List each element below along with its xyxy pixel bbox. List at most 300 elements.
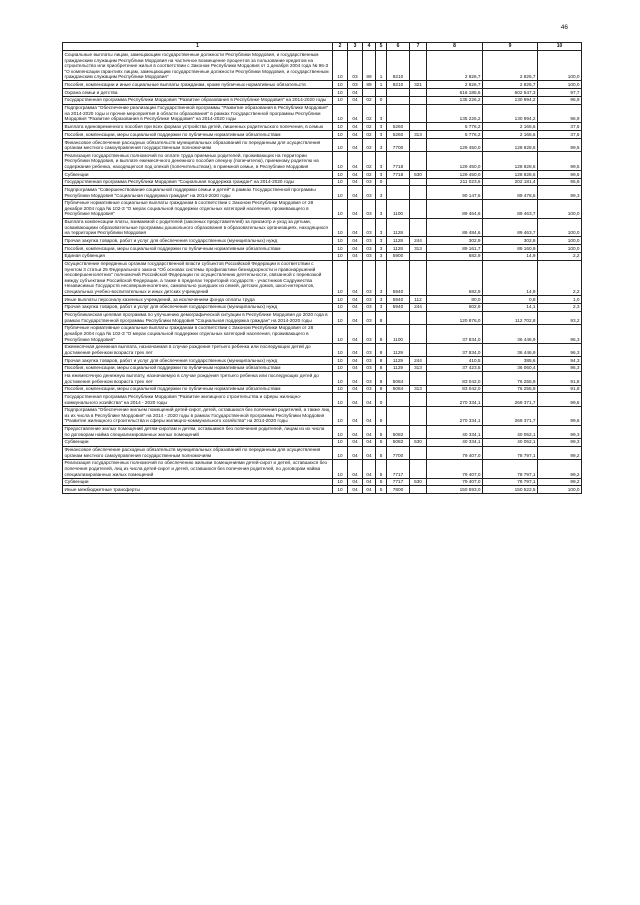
code-cell: 04 [348,311,363,324]
amount-cell: 602 547,3 [483,89,538,97]
row-description: Государственная программа Республики Мордовия "Развитие образования в Республике Мордовия" на 2014-2020 годы [63,96,333,104]
table-row [63,385,582,393]
code-cell: 5940 [387,296,410,304]
code-cell: 3 [376,123,387,131]
code-cell: 3 [376,104,387,123]
amount-cell: 100,0 [538,199,582,218]
table-row [63,446,582,459]
code-cell: 10 [333,218,348,237]
code-cell: 04 [348,96,363,104]
code-cell: 04 [348,324,363,343]
amount-cell: 99,2 [538,446,582,459]
code-cell [410,104,427,123]
code-cell: 8 [376,324,387,343]
code-cell [410,51,427,81]
amount-cell: 99,3 [538,425,582,438]
amount-cell: 99,3 [538,438,582,446]
amount-cell: 96,3 [538,324,582,343]
amount-cell: 682,9 [427,252,483,260]
code-cell: 10 [333,356,348,364]
column-header: 2 [333,43,348,51]
code-cell: 313 [410,385,427,393]
code-cell: 03 [363,178,376,186]
amount-cell: 89 484,6 [427,218,483,237]
code-cell: 04 [348,245,363,253]
code-cell: 10 [333,385,348,393]
code-cell: 313 [410,131,427,139]
amount-cell: 99,5 [538,138,582,151]
table-row [63,218,582,237]
amount-cell: 385,6 [483,356,538,364]
amount-cell: 79 407,0 [427,446,483,459]
row-description: Пособия, компенсации и иные социальные выплаты гражданам, кроме публичных нормативных обязательств [63,81,333,89]
row-description: Прочая закупка товаров, работ и услуг для обеспечения государственных (муниципальных) нужд [63,356,333,364]
code-cell: 8 [376,356,387,364]
code-cell: 3 [376,186,387,199]
code-cell: 04 [348,171,363,179]
code-cell: 10 [333,138,348,151]
table-row [63,459,582,478]
code-cell: 04 [348,356,363,364]
row-description: Субвенции [63,438,333,446]
amount-cell: 129 450,0 [427,171,483,179]
code-cell: 10 [333,311,348,324]
code-cell: 02 [363,104,376,123]
code-cell: 04 [363,486,376,494]
table-row [63,311,582,324]
amount-cell: 91,8 [538,372,582,385]
code-cell: 1128 [387,237,410,245]
code-cell: 10 [333,186,348,199]
table-row [63,237,582,245]
code-cell: 04 [348,199,363,218]
amount-cell: 14,1 [483,303,538,311]
table-row [63,260,582,295]
code-cell: 7800 [387,486,410,494]
amount-cell: 5 776,2 [427,123,483,131]
amount-cell: 616 185,6 [427,89,483,97]
code-cell: 04 [348,425,363,438]
amount-cell: 37,5 [538,131,582,139]
amount-cell: 1,0 [538,296,582,304]
table-row [63,171,582,179]
code-cell [410,459,427,478]
code-cell [376,89,387,97]
row-description: Публичные нормативные социальные выплаты гражданам в соответствии с Законом Республики Мордовия от 28 декабря 2004 года № 102-З "О мерах социальной поддержки отдельных категорий населения, проживающего в Республике Мордовия" [63,324,333,343]
code-cell [410,372,427,385]
code-cell: 02 [363,152,376,171]
row-description: Субвенции [63,171,333,179]
table-row [63,178,582,186]
row-description: Прочая закупка товаров, работ и услуг для обеспечения государственных (муниципальных) нужд [63,303,333,311]
amount-cell: 36 446,9 [483,343,538,356]
code-cell: 313 [410,245,427,253]
code-cell: 1 [376,51,387,81]
code-cell: 7718 [387,152,410,171]
code-cell: 10 [333,260,348,295]
table-row [63,343,582,356]
code-cell [410,199,427,218]
code-cell: 1128 [387,218,410,237]
amount-cell: 14,9 [483,252,538,260]
code-cell: 5 [376,438,387,446]
code-cell: 04 [348,237,363,245]
row-description: Республиканская целевая программа по улучшению демографической ситуации в Республике Мордовия до 2020 года в рамках Государственной программы Республики Мордовия "Социальная поддержка граждан" на 2014-2020 годы [63,311,333,324]
amount-cell: 682,9 [427,260,483,295]
code-cell: 02 [363,171,376,179]
code-cell: 04 [363,459,376,478]
amount-cell: 100,0 [538,486,582,494]
code-cell: 10 [333,123,348,131]
code-cell: 3 [376,303,387,311]
code-cell: 04 [348,123,363,131]
table-row [63,324,582,343]
code-cell: 1129 [387,356,410,364]
amount-cell: 150 593,0 [427,486,483,494]
code-cell: 03 [363,372,376,385]
code-cell: 8 [376,372,387,385]
code-cell [410,486,427,494]
code-cell: 10 [333,131,348,139]
code-cell [387,96,410,104]
code-cell: 10 [333,486,348,494]
code-cell: 5082 [387,425,410,438]
code-cell [363,89,376,97]
amount-cell: 40 052,1 [483,425,538,438]
code-cell: 03 [363,199,376,218]
code-cell: 10 [333,406,348,425]
code-cell [410,393,427,406]
code-cell: 1128 [387,245,410,253]
row-description: Подпрограмма "Обеспечение жильем помещений детей-сирот, детей, оставшихся без попечения родителей, а также лиц из их числа в Республике Мордовия" на 2014 - 2020 годы в рамках Государственной программы Республики Мордовия "Развитие жилищного строительства и сферы жилищно-коммунального хозяйства" на 2014-2020 годы [63,406,333,425]
column-header: 7 [410,43,427,51]
amount-cell: 302,9 [427,237,483,245]
code-cell [410,343,427,356]
code-cell: 02 [363,96,376,104]
code-cell [410,123,427,131]
code-cell: 10 [333,438,348,446]
code-cell: 3 [376,237,387,245]
amount-cell: 2,2 [538,252,582,260]
code-cell [410,89,427,97]
code-cell: 3 [376,260,387,295]
amount-cell: 37 834,0 [427,324,483,343]
amount-cell: 128 828,6 [483,138,538,151]
code-cell: 3 [376,138,387,151]
amount-cell: 95,8 [538,178,582,186]
column-header: 3 [348,43,363,51]
amount-cell: 79 407,0 [427,459,483,478]
code-cell: 5084 [387,372,410,385]
code-cell [387,178,410,186]
code-cell: 5260 [387,123,410,131]
table-row [63,486,582,494]
code-cell: 04 [348,303,363,311]
table-row [63,96,582,104]
code-cell [387,186,410,199]
code-cell: 7700 [387,446,410,459]
code-cell: 5 [376,425,387,438]
code-cell [410,138,427,151]
code-cell: 10 [333,81,348,89]
code-cell: 02 [363,123,376,131]
amount-cell: 135 226,2 [427,104,483,123]
code-cell: 03 [363,186,376,199]
table-row [63,51,582,81]
code-cell: 04 [348,406,363,425]
code-cell [410,252,427,260]
code-cell: 0 [376,178,387,186]
code-cell: 10 [333,343,348,356]
column-header: 5 [376,43,387,51]
amount-cell: 89 161,7 [427,245,483,253]
column-header: 6 [387,43,410,51]
code-cell: 04 [348,343,363,356]
table-row [63,425,582,438]
row-description: Прочая закупка товаров, работ и услуг для обеспечения государственных (муниципальных) нужд [63,237,333,245]
code-cell: 03 [363,311,376,324]
amount-cell: 83 042,0 [427,372,483,385]
amount-cell: 76 255,9 [483,385,538,393]
code-cell: 8210 [387,81,410,89]
code-cell: 1129 [387,364,410,372]
code-cell: 244 [410,303,427,311]
row-description: Пособия, компенсации, меры социальной поддержки по публичным нормативным обязательствам [63,364,333,372]
row-description: Единая субвенция [63,252,333,260]
amount-cell: 211 023,6 [427,178,483,186]
code-cell: 03 [363,245,376,253]
code-cell [387,89,410,97]
row-description: Предоставление жилых помещений детям-сиротам и детям, оставшимся без попечения родителей, лицам из их числа по договорам найма специализированных жилых помещений [63,425,333,438]
row-description: Реализация государственных полномочий по оплате труда приемных родителей, проживающих на территории Республики Мордовия, и выплате ежемесячного денежного пособия опекуну (попечителю), приемному родителю на содержание ребенка, находящегося под опекой (попечительством), в приемной семье, в Республике Мордовия [63,152,333,171]
amount-cell: 112 702,8 [483,311,538,324]
code-cell: 03 [363,324,376,343]
code-cell [387,104,410,123]
code-cell [410,324,427,343]
code-cell: 244 [410,237,427,245]
code-cell: 04 [363,393,376,406]
code-cell: 3 [376,296,387,304]
amount-cell: 2 826,7 [483,51,538,81]
code-cell: 02 [363,138,376,151]
amount-cell: 37,5 [538,123,582,131]
code-cell: 5940 [387,260,410,295]
code-cell: 530 [410,171,427,179]
code-cell: 10 [333,459,348,478]
amount-cell: 129 450,0 [427,152,483,171]
amount-cell: 100,0 [538,218,582,237]
amount-cell: 5 776,2 [427,131,483,139]
amount-cell: 130 994,2 [483,104,538,123]
code-cell: 02 [363,131,376,139]
code-cell: 04 [348,446,363,459]
table-row [63,252,582,260]
amount-cell: 270 334,1 [427,393,483,406]
amount-cell: 100,0 [538,51,582,81]
column-header: 10 [538,43,582,51]
code-cell: 04 [348,186,363,199]
code-cell: 1100 [387,199,410,218]
amount-cell: 602,9 [427,303,483,311]
code-cell: 04 [348,138,363,151]
code-cell: 530 [410,438,427,446]
code-cell: 10 [333,296,348,304]
table-row [63,89,582,97]
code-cell [387,406,410,425]
code-cell: 10 [333,89,348,97]
row-description: Финансовое обеспечение расходных обязательств муниципальных образований по переданным для осуществления органам местного самоуправления государственным полномочиям [63,138,333,151]
code-cell: 10 [333,96,348,104]
code-cell: 5 [376,478,387,486]
amount-cell: 90 147,6 [427,186,483,199]
row-description: Иные межбюджетные трансферты [63,486,333,494]
code-cell: 10 [333,152,348,171]
amount-cell: 99,6 [538,406,582,425]
amount-cell: 37 423,5 [427,364,483,372]
code-cell: 04 [348,372,363,385]
amount-cell: 302,8 [483,237,538,245]
code-cell: 03 [363,356,376,364]
code-cell: 10 [333,303,348,311]
code-cell: 03 [363,303,376,311]
row-description: Выплата компенсации платы, взимаемой с родителей (законных представителей) за присмотр и уход за детьми, осваивающими образовательные программы дошкольного образования в образовательных организациях, находящихся на территории Республики Мордовия [63,218,333,237]
amount-cell: 202 181,4 [483,178,538,186]
code-cell: 89 [363,51,376,81]
amount-cell: 269 371,7 [483,406,538,425]
row-description: Субвенции [63,478,333,486]
code-cell: 04 [348,296,363,304]
amount-cell: 129 450,0 [427,138,483,151]
amount-cell: 36 446,9 [483,324,538,343]
code-cell: 5 [376,406,387,425]
code-cell: 8210 [387,51,410,81]
row-description: На ежемесячную денежную выплату, назначаемую в случае рождения третьего ребенка или последующих детей до достижения ребенком возраста трех лет [63,372,333,385]
amount-cell: 2 826,7 [483,81,538,89]
row-description: Финансовое обеспечение расходных обязательств муниципальных образований по переданным для осуществления органам местного самоуправления государственным полномочиям [63,446,333,459]
code-cell: 10 [333,237,348,245]
code-cell: 244 [410,356,427,364]
amount-cell: 99,6 [538,393,582,406]
column-header-row [63,43,582,51]
table-row [63,406,582,425]
row-description: Выплата единовременного пособия при всех формах устройства детей, лишенных родительского попечения, в семью [63,123,333,131]
code-cell: 03 [363,364,376,372]
amount-cell: 128 828,6 [483,152,538,171]
amount-cell: 40 052,1 [483,438,538,446]
code-cell: 3 [376,131,387,139]
code-cell: 3 [376,171,387,179]
row-description: Подпрограмма "Совершенствование социальной поддержки семьи и детей" в рамках Государственной программы Республики Мордовия "Социальная поддержка граждан" на 2014-2020 годы [63,186,333,199]
row-description: Пособия, компенсации, меры социальной поддержки по публичным нормативным обязательствам [63,245,333,253]
amount-cell: 40 334,1 [427,438,483,446]
row-description: Подпрограмма "Обеспечение реализации Государственной программы "Развитие образования в Республике Мордовия" на 2014-2020 годы и прочие мероприятия в области образования" в рамках Государственной программы Республики Мордовия "Развитие образования в Республике Мордовия" на 2014-2020 годы [63,104,333,123]
amount-cell: 2 826,7 [427,81,483,89]
code-cell: 03 [363,260,376,295]
amount-cell: 2,3 [538,303,582,311]
code-cell: 89 [363,81,376,89]
amount-cell: 89 160,9 [483,245,538,253]
code-cell: 5084 [387,385,410,393]
code-cell: 04 [363,438,376,446]
code-cell: 8 [376,343,387,356]
amount-cell: 100,0 [538,81,582,89]
amount-cell: 89 463,7 [483,199,538,218]
code-cell: 04 [348,478,363,486]
amount-cell: 2 165,6 [483,131,538,139]
code-cell [410,96,427,104]
amount-cell: 14,9 [483,260,538,295]
code-cell: 10 [333,364,348,372]
amount-cell: 78 797,1 [483,478,538,486]
amount-cell: 89 478,6 [483,186,538,199]
table-row [63,438,582,446]
amount-cell: 78 797,1 [483,459,538,478]
table-row [63,81,582,89]
row-description: Пособия, компенсации, меры социальной поддержки по публичным нормативным обязательствам [63,385,333,393]
table-row [63,104,582,123]
code-cell: 7718 [387,171,410,179]
code-cell [410,260,427,295]
code-cell: 03 [363,252,376,260]
amount-cell: 270 334,1 [427,406,483,425]
code-cell: 112 [410,296,427,304]
code-cell: 04 [348,252,363,260]
row-description: Иные выплаты персоналу казенных учреждений, за исключением фонда оплаты труда [63,296,333,304]
amount-cell: 89 463,7 [483,218,538,237]
code-cell: 04 [348,459,363,478]
code-cell: 04 [348,104,363,123]
row-description: Пособия, компенсации, меры социальной поддержки по публичным нормативным обязательствам [63,131,333,139]
code-cell: 10 [333,104,348,123]
amount-cell: 99,5 [538,152,582,171]
column-header: 9 [483,43,538,51]
code-cell: 530 [410,478,427,486]
table-row [63,303,582,311]
code-cell: 7717 [387,459,410,478]
amount-cell: 120 876,0 [427,311,483,324]
code-cell: 7717 [387,478,410,486]
code-cell [410,446,427,459]
code-cell: 10 [333,425,348,438]
code-cell: 3 [376,252,387,260]
code-cell: 5 [376,486,387,494]
code-cell: 10 [333,245,348,253]
code-cell: 1100 [387,324,410,343]
amount-cell: 83 042,0 [427,385,483,393]
row-description: Государственная программа Республики Мордовия "Социальная поддержка граждан" на 2014-2020 годы [63,178,333,186]
row-description: Социальные выплаты лицам, замещающим государственные должности Республики Мордовия, и государственным гражданским служащим Республики Мордовия на частичное возмещение процентов за пользование кредитом на строительство или приобретение жилья в соответствии с Законом Республики Мордовия от 1 декабря 2004 года № 96-З "О компенсации гарантиях лицам, замещающим государственные должности Республики Мордовия, и государственным гражданским служащим Республики Мордовия" [63,51,333,81]
amount-cell: 96,9 [538,104,582,123]
code-cell: 5940 [387,303,410,311]
budget-table [62,42,582,494]
row-description: Реализация государственных полномочий по обеспечению жилыми помещениями детей-сирот и детей, оставшихся без попечения родителей, лиц из числа детей-сирот и детей, оставшихся без попечения родителей, по договорам найма специализированных жилых помещений [63,459,333,478]
code-cell [410,186,427,199]
row-description: Государственная программа Республики Мордовия "Развитие жилищного строительства и сферы жилищно-коммунального хозяйства" на 2014 - 2020 годы [63,393,333,406]
code-cell: 3 [376,199,387,218]
code-cell: 03 [363,343,376,356]
table-row [63,356,582,364]
code-cell: 3 [376,218,387,237]
code-cell [410,218,427,237]
table-row [63,152,582,171]
code-cell: 10 [333,171,348,179]
amount-cell: 135 226,2 [427,96,483,104]
table-row [63,131,582,139]
code-cell: 7700 [387,138,410,151]
amount-cell: 2 165,6 [483,123,538,131]
code-cell: 03 [348,51,363,81]
code-cell: 313 [410,364,427,372]
